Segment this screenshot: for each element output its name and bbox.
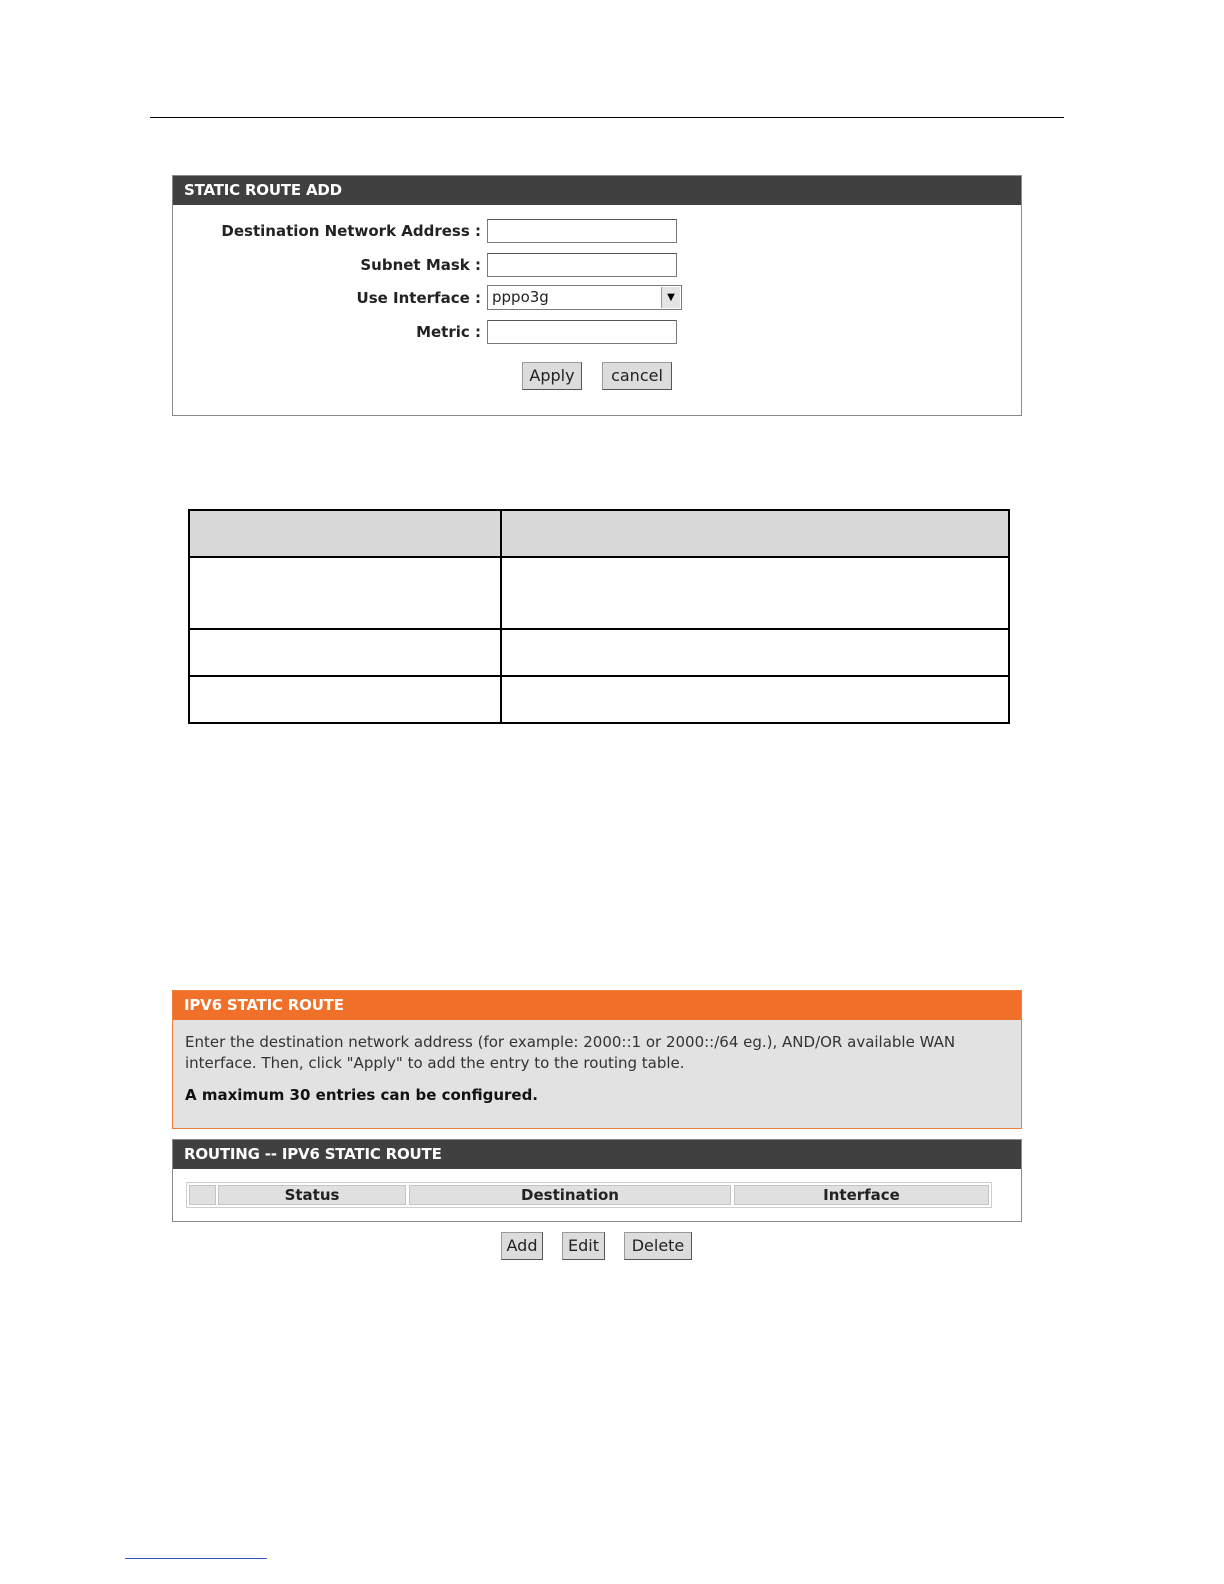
- apply-button[interactable]: Apply: [522, 362, 582, 390]
- ipv6-static-route-panel: [172, 990, 1022, 1129]
- delete-button[interactable]: Delete: [624, 1232, 692, 1260]
- subnet-mask-input[interactable]: [487, 253, 677, 277]
- interface-select[interactable]: [487, 285, 682, 310]
- add-button[interactable]: Add: [501, 1232, 543, 1260]
- metric-row: [173, 319, 1023, 345]
- metric-input[interactable]: [487, 320, 677, 344]
- description-table: [188, 509, 1010, 724]
- interface-row: [173, 285, 1023, 311]
- destination-input[interactable]: [487, 219, 677, 243]
- metric-label: Metric :: [416, 323, 481, 341]
- subnet-row: [173, 252, 1023, 278]
- subnet-label: Subnet Mask :: [360, 256, 481, 274]
- header-rule: [150, 117, 1064, 118]
- interface-column-header: Interface: [734, 1185, 989, 1205]
- interface-label: Use Interface :: [356, 289, 481, 307]
- destination-row: [173, 218, 1023, 244]
- destination-label: Destination Network Address :: [221, 222, 481, 240]
- chevron-down-icon[interactable]: ▼: [661, 287, 680, 308]
- interface-select-value: pppo3g: [492, 288, 549, 306]
- routing-table: [186, 1182, 992, 1208]
- table-row: [189, 629, 1009, 676]
- max-entries-note: A maximum 30 entries can be configured.: [185, 1086, 539, 1104]
- footer-link-underline: [125, 1558, 267, 1559]
- table-row: [189, 676, 1009, 723]
- status-column-header: Status: [218, 1185, 406, 1205]
- panel-title: ROUTING -- IPV6 STATIC ROUTE: [173, 1140, 1021, 1169]
- static-route-add-panel: [172, 175, 1022, 416]
- select-column-header: [189, 1185, 216, 1205]
- edit-button[interactable]: Edit: [562, 1232, 605, 1260]
- destination-column-header: Destination: [409, 1185, 731, 1205]
- table-header-row: [189, 510, 1009, 557]
- table-row: [189, 557, 1009, 629]
- panel-title: STATIC ROUTE ADD: [173, 176, 1021, 205]
- routing-table-panel: [172, 1139, 1022, 1222]
- cancel-button[interactable]: cancel: [602, 362, 672, 390]
- info-description: Enter the destination network address (for example: 2000::1 or 2000::/64 eg.), AND/OR available WAN interface. Then, click "Apply" to add the entry to the routing table.: [185, 1033, 956, 1072]
- panel-title: IPV6 STATIC ROUTE: [173, 991, 1021, 1020]
